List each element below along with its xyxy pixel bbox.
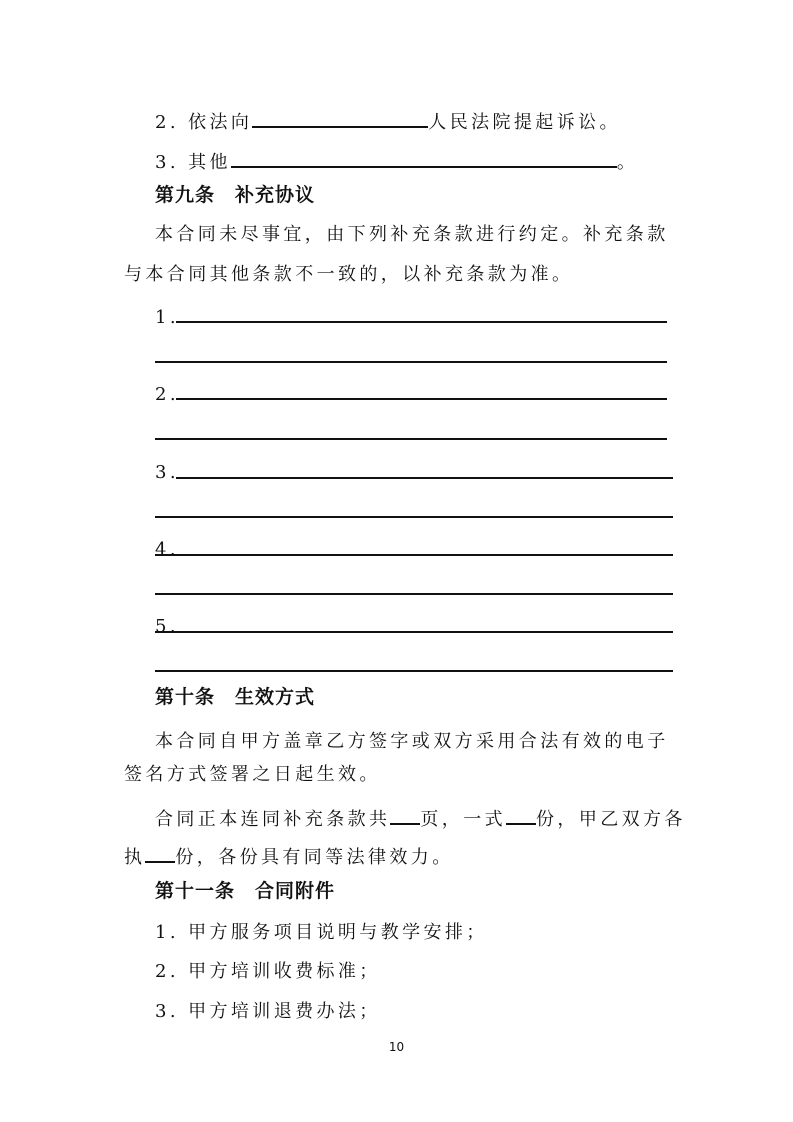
text: 。 (616, 152, 639, 173)
text: 人民法院提起诉讼。 (428, 112, 621, 133)
supplement-2-line-1[interactable] (176, 398, 667, 400)
item-number: 3. (155, 462, 179, 483)
court-line (155, 108, 621, 135)
pages-blank[interactable] (390, 805, 420, 825)
supplement-5-line-2[interactable] (155, 670, 673, 672)
supplement-1-line-2[interactable] (155, 361, 667, 363)
item-number: 4. (155, 539, 179, 560)
copies-line-2 (124, 843, 454, 870)
supplement-3-line-2[interactable] (155, 516, 673, 518)
court-blank[interactable] (252, 108, 428, 128)
paragraph: 与本合同其他条款不一致的，以补充条款为准。 (124, 264, 574, 285)
supplement-3-line-1[interactable] (176, 477, 673, 479)
supplement-4-line-1[interactable] (155, 554, 673, 556)
each-party-blank[interactable] (145, 843, 175, 863)
article-10-heading: 第十条 生效方式 (155, 686, 316, 708)
text: 份，甲乙双方各 (536, 809, 686, 830)
copies-line (155, 805, 686, 832)
supplement-5-line-1[interactable] (155, 631, 673, 633)
supplement-4-line-2[interactable] (155, 593, 673, 595)
copies-blank[interactable] (506, 805, 536, 825)
text: 执 (124, 847, 146, 868)
text: 2. 依法向 (155, 112, 253, 133)
attachment-item: 3. 甲方培训退费办法； (155, 1001, 381, 1022)
text: 份，各份具有同等法律效力。 (175, 847, 454, 868)
text: 3. 其他 (155, 152, 231, 173)
supplement-2-line-2[interactable] (155, 438, 667, 440)
other-line (155, 148, 638, 175)
item-number: 1. (155, 307, 179, 328)
text: 合同正本连同补充条款共 (155, 809, 391, 830)
item-number: 2. (155, 384, 179, 405)
paragraph: 本合同自甲方盖章乙方签字或双方采用合法有效的电子 (155, 731, 669, 752)
article-9-heading: 第九条 补充协议 (155, 184, 316, 206)
other-blank[interactable] (231, 148, 617, 168)
page-number: 10 (388, 1040, 405, 1054)
item-number: 5. (155, 616, 179, 637)
paragraph: 本合同未尽事宜，由下列补充条款进行约定。补充条款 (155, 224, 669, 245)
attachment-item: 2. 甲方培训收费标准； (155, 961, 381, 982)
paragraph: 签名方式签署之日起生效。 (124, 764, 381, 785)
text: 页，一式 (420, 809, 507, 830)
article-11-heading: 第十一条 合同附件 (155, 880, 336, 902)
supplement-1-line-1[interactable] (176, 321, 667, 323)
attachment-item: 1. 甲方服务项目说明与教学安排； (155, 922, 488, 943)
